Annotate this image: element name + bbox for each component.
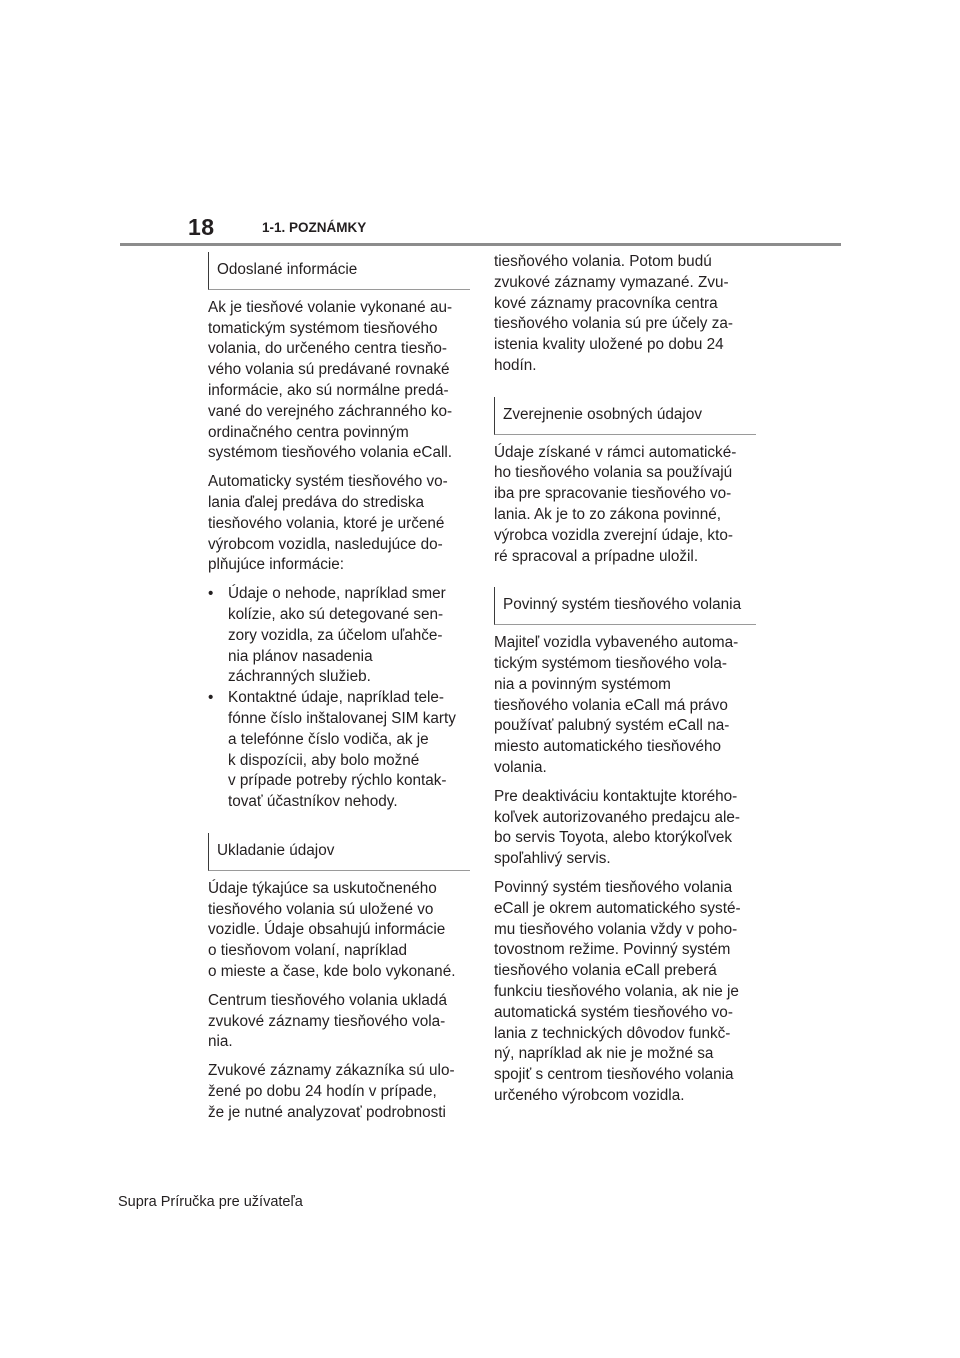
text-line: o tiesňovom volaní, napríklad [208,942,407,960]
text-line: ordinačného centra povinným [208,423,409,441]
text-line: záchranných služieb. [228,668,371,686]
text-line: spoľahlivý servis. [494,850,611,868]
heading-personal-data-disclosure: Zverejnenie osobných údajov [494,397,756,435]
text-line: že je nutné analyzovať podrobnosti [208,1103,446,1121]
paragraph [208,991,470,1053]
text-line: o mieste a čase, kde bolo vykonané. [208,962,456,980]
text-line: zvukové záznamy tiesňového vola- [208,1012,446,1030]
paragraph [494,787,756,870]
text-line: k dispozícii, aby bolo možné [228,751,420,769]
paragraph [208,1061,470,1123]
text-line: ré spracoval a prípadne uložil. [494,547,699,565]
list-item [208,688,470,813]
text-line: nia a povinným systémom [494,675,671,693]
text-line: Pre deaktiváciu kontaktujte ktorého- [494,787,738,805]
text-line: fónne číslo inštalovanej SIM karty [228,709,456,727]
footer-manual-title: Supra Príručka pre užívateľa [118,1194,303,1210]
text-line: lania ďalej predáva do strediska [208,493,425,511]
header-rule [120,243,841,246]
text-line: výrobca vozidla zverejní údaje, kto- [494,526,733,544]
heading-mandatory-emergency-system: Povinný systém tiesňového volania [494,587,756,625]
text-line: v prípade potreby rýchlo kontak- [228,772,447,790]
paragraph [494,633,756,779]
bullet-icon: • [208,689,214,707]
text-line: určeného výrobcom vozidla. [494,1086,685,1104]
text-line: istenia kvality uložené po dobu 24 [494,336,724,354]
text-line: volania, do určeného centra tiesňo- [208,340,447,358]
text-line: systémom tiesňového volania eCall. [208,444,453,462]
text-line: Centrum tiesňového volania ukladá [208,991,447,1009]
left-column [208,252,470,1131]
text-line: eCall je okrem automatického systé- [494,899,741,917]
text-line: lania z technických dôvodov funkč- [494,1024,731,1042]
text-line: Automaticky systém tiesňového vo- [208,473,448,491]
text-line: spojiť s centrom tiesňového volania [494,1066,734,1084]
text-line: vozidle. Údaje obsahujú informácie [208,921,446,939]
text-line: tovať účastníkov nehody. [228,793,398,811]
text-line: výrobcom vozidla, nasledujúce do- [208,535,443,553]
text-line: mu tiesňového volania vždy v poho- [494,920,738,938]
text-line: hodín. [494,356,537,374]
text-line: ný, napríklad ak nie je možné sa [494,1045,714,1063]
text-line: tiesňového volania eCall preberá [494,962,717,980]
right-column [494,252,756,1115]
paragraph [208,879,470,983]
text-line: tickým systémom tiesňového vola- [494,654,727,672]
text-line: tiesňového volania sú pre účely za- [494,315,733,333]
text-line: koľvek autorizovaného predajcu ale- [494,808,740,826]
text-line: Povinný systém tiesňového volania [494,878,733,896]
list-item-text [228,584,470,688]
text-line: Kontaktné údaje, napríklad tele- [228,689,445,707]
list-item [208,584,470,688]
paragraph [208,298,470,464]
text-line: lania. Ak je to zo zákona povinné, [494,505,722,523]
text-line: vané do verejného záchranného ko- [208,402,453,420]
text-line: a telefónne číslo vodiča, ak je [228,730,429,748]
paragraph [494,878,756,1107]
text-line: plňujúce informácie: [208,556,345,574]
text-line: Ak je tiesňové volanie vykonané au- [208,298,453,316]
text-line: tiesňového volania eCall má právo [494,696,728,714]
text-line: zory vozidla, za účelom uľahče- [228,626,443,644]
page-number: 18 [188,214,215,240]
text-line: tiesňového volania. Potom budú [494,253,712,270]
text-line: vého volania sú predávané rovnaké [208,361,450,379]
text-line: žené po dobu 24 hodín v prípade, [208,1082,437,1100]
text-line: kolízie, ako sú detegované sen- [228,605,444,623]
text-line: informácie, ako sú normálne predá- [208,381,449,399]
text-line: iba pre spracovanie tiesňového vo- [494,485,732,503]
heading-sent-information: Odoslané informácie [208,252,470,290]
text-line: funkciu tiesňového volania, ak nie je [494,982,739,1000]
text-line: automatická systém tiesňového vo- [494,1003,733,1021]
text-line: nia. [208,1033,233,1051]
text-line: volania. [494,758,547,776]
heading-data-storage: Ukladanie údajov [208,833,470,871]
text-line: nia plánov nasadenia [228,647,373,665]
text-line: Zvukové záznamy zákazníka sú ulo- [208,1062,455,1080]
text-line: tiesňového volania, ktoré je určené [208,514,445,532]
paragraph [494,443,756,568]
paragraph [208,472,470,576]
text-line: ho tiesňového volania sa používajú [494,464,733,482]
text-line: používať palubný systém eCall na- [494,717,730,735]
text-line: Údaje týkajúce sa uskutočneného [208,879,437,897]
text-line: Majiteľ vozidla vybaveného automa- [494,634,739,652]
text-line: Údaje o nehode, napríklad smer [228,585,446,603]
section-title: 1-1. POZNÁMKY [262,220,367,235]
text-line: miesto automatického tiesňového [494,738,722,756]
bullet-icon: • [208,585,214,603]
text-line: tiesňového volania sú uložené vo [208,900,434,918]
text-line: tovostnom režime. Povinný systém [494,941,731,959]
text-line: kové záznamy pracovníka centra [494,294,718,312]
text-line: tomatickým systémom tiesňového [208,319,438,337]
list-item-text [228,688,470,813]
paragraph [494,252,756,377]
text-line: Údaje získané v rámci automatické- [494,443,737,461]
text-line: zvukové záznamy vymazané. Zvu- [494,273,729,291]
bullet-list [208,584,470,813]
text-line: bo servis Toyota, alebo ktorýkoľvek [494,829,732,847]
